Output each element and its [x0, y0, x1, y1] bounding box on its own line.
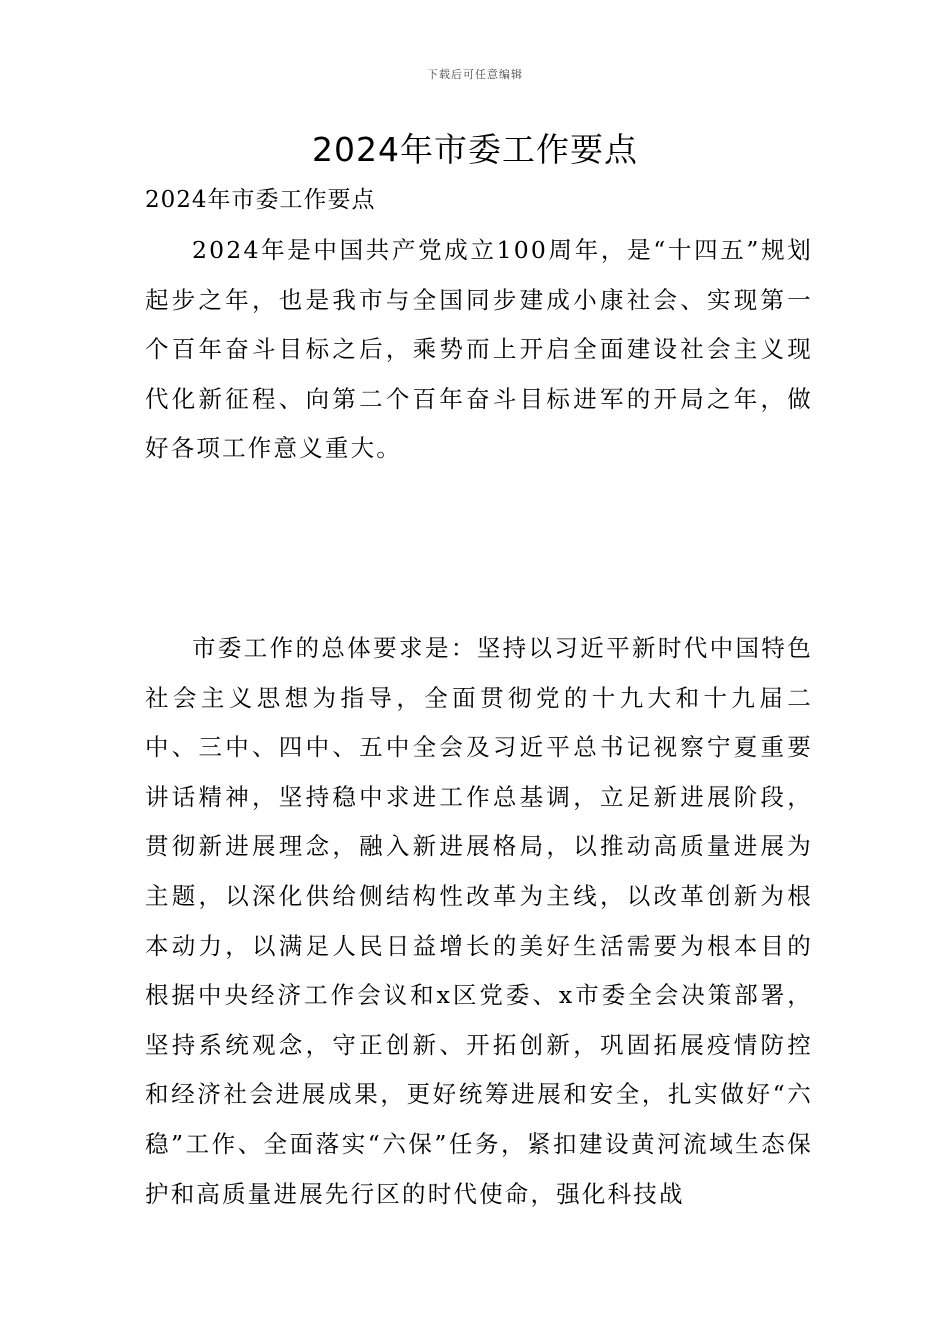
paragraph-intro: 2024年是中国共产党成立100周年，是“十四五”规划起步之年，也是我市与全国同步建成小康社会、实现第一个百年奋斗目标之后，乘势而上开启全面建设社会主义现代化新征程、向第二个百年奋斗目标进军的开局之年，做好各项工作意义重大。 [145, 236, 813, 463]
document-subtitle: 2024年市委工作要点 [145, 187, 376, 213]
paragraph-requirements: 市委工作的总体要求是：坚持以习近平新时代中国特色社会主义思想为指导，全面贯彻党的十九大和十九届二中、三中、四中、五中全会及习近平总书记视察宁夏重要讲话精神，坚持稳中求进工作总基调，立足新进展阶段，贯彻新进展理念，融入新进展格局，以推动高质量进展为主题，以深化供给侧结构性改革为主线，以改革创新为根本动力，以满足人民日益增长的美好生活需要为根本目的根据中央经济工作会议和x区党委、x市委全会决策部署，坚持系统观念，守正创新、开拓创新，巩固拓展疫情防控和经济社会进展成果，更好统筹进展和安全，扎实做好“六稳”工作、全面落实“六保”任务，紧扣建设黄河流域生态保护和高质量进展先行区的时代使命，强化科技战 [145, 634, 813, 1208]
header-note: 下载后可任意编辑 [427, 68, 523, 81]
document-title: 2024年市委工作要点 [312, 130, 638, 169]
